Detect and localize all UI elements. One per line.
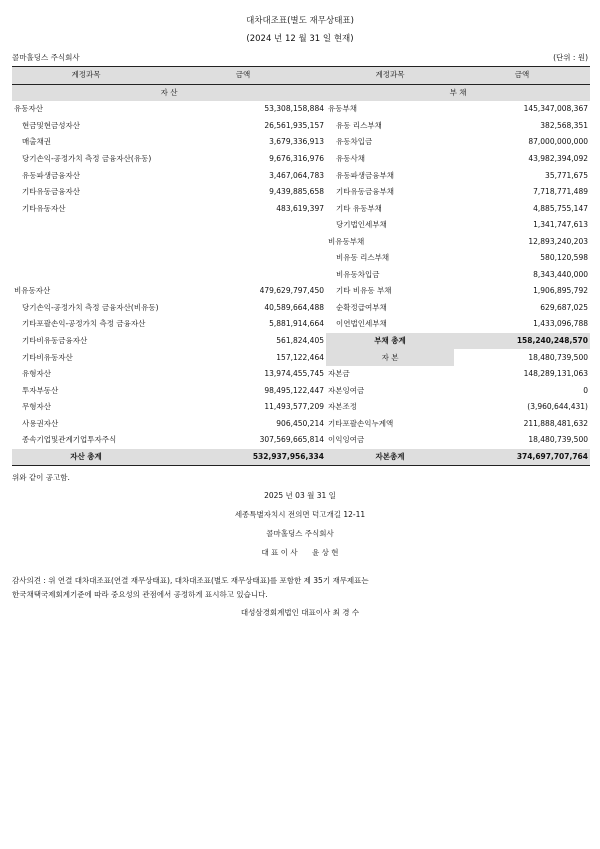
- asset-account: 당기손익-공정가치 측정 금융자산(비유동): [22, 302, 159, 312]
- table-row: [12, 267, 590, 284]
- report-date: (2024 년 12 월 31 일 현재): [246, 34, 354, 44]
- column-header: 계정과목: [12, 67, 160, 85]
- liability-equity-account: 유동부채: [328, 104, 357, 114]
- asset-account: 종속기업및관계기업투자주식: [22, 435, 117, 445]
- document-title: 대차대조표(별도 재무상태표): [246, 16, 354, 26]
- asset-account: 유형자산: [22, 369, 51, 379]
- audit-opinion: [12, 574, 592, 602]
- asset-account: 당기손익-공정가치 측정 금융자산(유동): [22, 154, 152, 163]
- asset-account: 기타유동자산: [22, 203, 66, 213]
- asset-account: 사용권자산: [22, 418, 59, 428]
- auditor-signature: 대성삼경회계법인 대표이사 최 경 수: [240, 608, 360, 617]
- asset-amount: 13,974,455,745: [264, 369, 324, 379]
- asset-account: [12, 250, 160, 267]
- asset-amount: [160, 233, 326, 250]
- asset-amount: 40,589,664,488: [264, 302, 324, 312]
- asset-amount: 53,308,158,884: [264, 104, 324, 114]
- asset-account: [12, 217, 160, 234]
- liability-equity-account: 자본조정: [328, 402, 357, 412]
- column-header: 금액: [160, 67, 326, 85]
- liability-equity-amount: 580,120,598: [540, 253, 588, 263]
- asset-amount: 26,561,935,157: [264, 120, 324, 130]
- liability-equity-account: 이연법인세부채: [336, 319, 387, 329]
- table-row: [12, 250, 590, 267]
- liability-equity-amount: 1,906,895,792: [533, 286, 588, 296]
- asset-amount: 3,467,064,783: [269, 170, 324, 180]
- liability-equity-account: 순확정급여부채: [336, 302, 387, 312]
- notice-text: 위와 같이 공고함.: [12, 473, 70, 482]
- liability-equity-amount: 87,000,000,000: [528, 137, 588, 147]
- asset-account: 유동자산: [14, 104, 43, 114]
- asset-amount: 9,439,885,658: [269, 187, 324, 197]
- liability-equity-amount: 4,885,755,147: [533, 203, 588, 213]
- asset-amount: 561,824,405: [276, 336, 324, 346]
- table-row: [12, 217, 590, 234]
- liability-equity-account: 비유동부채: [328, 236, 365, 246]
- liabilities-section-label: 부 채: [326, 84, 590, 101]
- asset-account: 투자부동산: [22, 385, 59, 395]
- total-equity-label: 자본총계: [326, 449, 454, 466]
- liability-equity-amount: 1,433,096,788: [533, 319, 588, 329]
- liability-equity-amount: 12,893,240,203: [528, 236, 588, 246]
- liability-equity-account: 기타유동금융부채: [336, 187, 394, 197]
- asset-amount: [160, 267, 326, 284]
- asset-account: 무형자산: [22, 402, 51, 412]
- liability-equity-account: 자본금: [328, 369, 350, 379]
- company-name: 콜마홀딩스 주식회사: [12, 53, 80, 62]
- liability-equity-amount: 43,982,394,092: [528, 154, 588, 163]
- liability-equity-account: 유동파생금융부채: [336, 170, 394, 180]
- asset-account: 유동파생금융자산: [22, 170, 80, 180]
- asset-amount: 11,493,577,209: [264, 402, 324, 412]
- asset-amount: 9,676,316,976: [269, 154, 324, 163]
- totals-row: [12, 449, 590, 466]
- table-header-row: [12, 67, 590, 85]
- liability-equity-account: 비유동차입금: [336, 269, 380, 279]
- table-row: [12, 316, 590, 333]
- asset-account: 매출채권: [22, 137, 51, 147]
- total-equity-amount: 374,697,707,764: [454, 449, 590, 466]
- audit-opinion-line: 한국채택국제회계기준에 따라 중요성의 관점에서 공정하게 표시하고 있습니다.: [12, 590, 268, 599]
- liability-equity-amount: 35,771,675: [545, 170, 588, 180]
- footer-company-name: 콜마홀딩스 주식회사: [266, 529, 334, 538]
- column-header: 금액: [454, 67, 590, 85]
- table-row: [12, 184, 590, 201]
- total-assets-amount: 532,937,956,334: [160, 449, 326, 466]
- asset-amount: [160, 217, 326, 234]
- liability-equity-account: 유동 리스부채: [336, 120, 382, 130]
- asset-amount: 307,569,665,814: [259, 435, 324, 445]
- table-row: [12, 134, 590, 151]
- liability-equity-amount: 18,480,739,500: [528, 352, 588, 362]
- liability-equity-amount: 145,347,008,367: [523, 104, 588, 114]
- liability-equity-amount: 211,888,481,632: [523, 418, 588, 428]
- table-row: [12, 167, 590, 184]
- liability-equity-amount: 629,687,025: [540, 302, 588, 312]
- asset-amount: 3,679,336,913: [269, 137, 324, 147]
- asset-account: 비유동자산: [14, 286, 51, 296]
- table-row: [12, 399, 590, 416]
- liability-equity-account: 이익잉여금: [328, 435, 365, 445]
- ceo-line: 대 표 이 사 윤 상 현: [261, 548, 339, 557]
- liability-equity-amount: 1,341,747,613: [533, 220, 588, 230]
- balance-sheet-table: [12, 66, 590, 466]
- liability-equity-account: 부채 총계: [326, 333, 454, 350]
- table-row: [12, 151, 590, 168]
- table-row: [12, 300, 590, 317]
- table-row: [12, 200, 590, 217]
- asset-amount: 906,450,214: [276, 418, 324, 428]
- liability-equity-account: 기타 비유동 부채: [336, 286, 392, 296]
- table-row: [12, 233, 590, 250]
- asset-account: 기타비유동자산: [22, 352, 73, 362]
- liability-equity-amount: 18,480,739,500: [528, 435, 588, 445]
- table-row: [12, 333, 590, 350]
- table-row: [12, 382, 590, 399]
- asset-amount: 5,881,914,664: [269, 319, 324, 329]
- assets-section-label: 자 산: [12, 84, 326, 101]
- section-row: [12, 84, 590, 101]
- liability-equity-amount: 382,568,351: [540, 120, 588, 130]
- liability-equity-account: 자본잉여금: [328, 385, 365, 395]
- asset-account: 기타비유동금융자산: [22, 336, 88, 346]
- company-address: 세종특별자치시 전의면 덕고개길 12-11: [234, 510, 366, 519]
- asset-account: 기타유동금융자산: [22, 187, 80, 197]
- liability-equity-account: 기타 유동부채: [336, 203, 382, 213]
- asset-account: [12, 233, 160, 250]
- liability-equity-amount: 8,343,440,000: [533, 269, 588, 279]
- liability-equity-amount: 148,289,131,063: [523, 369, 588, 379]
- asset-amount: 479,629,797,450: [259, 286, 324, 296]
- asset-account: 기타포괄손익-공정가치 측정 금융자산: [22, 319, 146, 329]
- table-row: [12, 118, 590, 135]
- liability-equity-account: 기타포괄손익누계액: [328, 418, 394, 428]
- audit-opinion-line: 감사의견 : 위 연결 대차대조표(연결 재무상태표), 대차대조표(별도 재무상태표)를 포함한 제 35기 재무제표는: [12, 576, 369, 585]
- table-row: [12, 415, 590, 432]
- liability-equity-account: 비유동 리스부채: [336, 253, 390, 263]
- table-row: [12, 349, 590, 366]
- table-row: [12, 366, 590, 383]
- liability-equity-amount: 158,240,248,570: [454, 333, 590, 350]
- table-row: [12, 283, 590, 300]
- table-row: [12, 432, 590, 449]
- asset-amount: 157,122,464: [276, 352, 324, 362]
- liability-equity-amount: 0: [583, 385, 588, 395]
- asset-account: [12, 267, 160, 284]
- total-assets-label: 자산 총계: [12, 449, 160, 466]
- asset-account: 현금및현금성자산: [22, 120, 80, 130]
- asset-amount: [160, 250, 326, 267]
- asset-amount: 483,619,397: [276, 203, 324, 213]
- liability-equity-account: 유동사채: [336, 154, 365, 163]
- liability-equity-account: 유동차입금: [336, 137, 373, 147]
- unit-label: (단위 : 원): [553, 53, 588, 62]
- liability-equity-account: 당기법인세부채: [336, 220, 387, 230]
- column-header: 계정과목: [326, 67, 454, 85]
- liability-equity-amount: (3,960,644,431): [527, 402, 588, 412]
- notice-date: 2025 년 03 월 31 일: [264, 491, 336, 500]
- liability-equity-amount: 7,718,771,489: [533, 187, 588, 197]
- table-row: [12, 101, 590, 118]
- asset-amount: 98,495,122,447: [264, 385, 324, 395]
- liability-equity-account: 자 본: [326, 349, 454, 366]
